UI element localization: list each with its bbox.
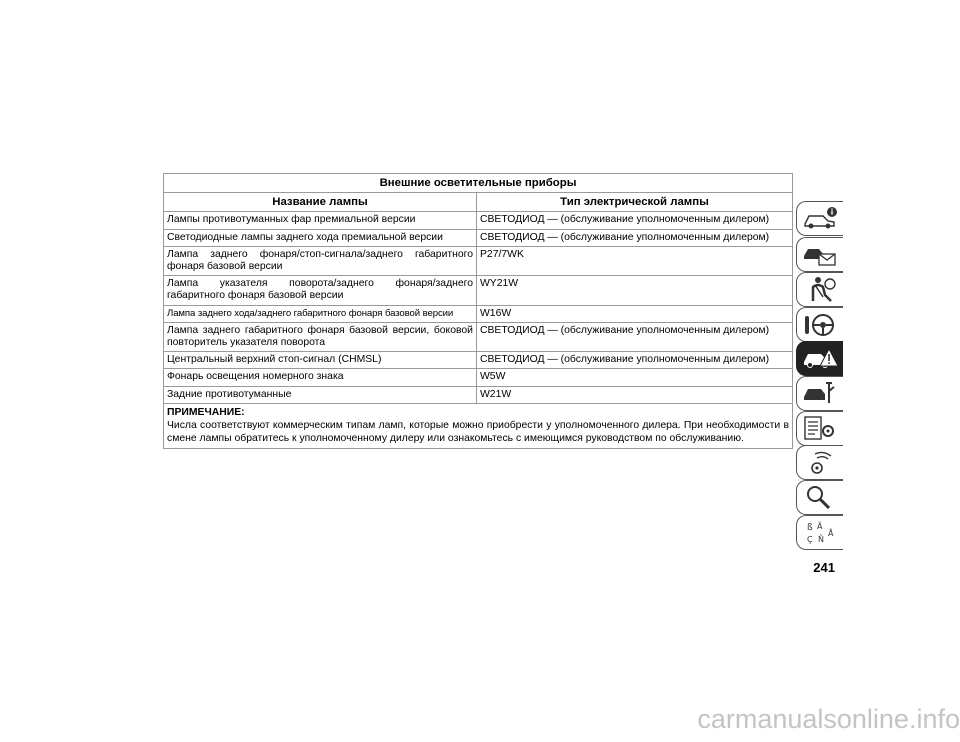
tab-technical-specifications[interactable]: [796, 411, 843, 446]
tab-multimedia[interactable]: [796, 445, 843, 480]
car-info-icon: [801, 204, 839, 232]
svg-text:Ä: Ä: [817, 522, 823, 531]
tab-index[interactable]: [796, 480, 843, 515]
bulb-type-cell: СВЕТОДИОД — (обслуживание уполномоченным дилером): [477, 212, 793, 229]
bulb-type-cell: СВЕТОДИОД — (обслуживание уполномоченным дилером): [477, 352, 793, 369]
table-row: [164, 305, 793, 322]
tab-dashboard[interactable]: [796, 237, 843, 272]
table-title: Внешние осветительные приборы: [164, 174, 793, 193]
tab-in-case-of-emergency[interactable]: [796, 341, 843, 376]
specifications-icon: [801, 414, 839, 442]
lamp-name-cell: Лампа заднего хода/заднего габаритного фонаря базовой версии: [164, 305, 477, 322]
lamp-name-cell: Центральный верхний стоп-сигнал (CHMSL): [164, 352, 477, 369]
column-header-bulb-type: Тип электрической лампы: [477, 193, 793, 212]
svg-text:Ñ: Ñ: [818, 535, 824, 544]
tab-servicing-maintenance[interactable]: [796, 376, 843, 411]
lamp-name-cell: Лампа указателя поворота/заднего фонаря/заднего габаритного фонаря базовой версии: [164, 276, 477, 305]
lamp-name-cell: Фонарь освещения номерного знака: [164, 369, 477, 386]
lamp-name-cell: Лампа заднего габаритного фонаря базовой версии, боковой повторитель указателя поворота: [164, 322, 477, 351]
bulb-type-cell: W16W: [477, 305, 793, 322]
column-header-lamp-name: Название лампы: [164, 193, 477, 212]
table-row: [164, 322, 793, 351]
svg-text:Å: Å: [828, 529, 834, 538]
note-label: ПРИМЕЧАНИЕ:: [167, 406, 245, 418]
bulb-type-cell: СВЕТОДИОД — (обслуживание уполномоченным дилером): [477, 322, 793, 351]
lamp-name-cell: Лампа заднего фонаря/стоп-сигнала/заднего габаритного фонаря базовой версии: [164, 246, 477, 275]
bulb-type-cell: WY21W: [477, 276, 793, 305]
table-row: [164, 212, 793, 229]
steering-wheel-icon: [801, 310, 839, 338]
tab-safety[interactable]: [796, 272, 843, 307]
bulb-type-cell: W21W: [477, 386, 793, 403]
tab-starting-operating[interactable]: [796, 307, 843, 342]
car-message-icon: [801, 240, 839, 268]
index-search-icon: [801, 483, 839, 511]
svg-text:ß: ß: [807, 523, 813, 533]
note-text: Числа соответствуют коммерческим типам ламп, которые можно приобрести у уполномоченного дилера. При необходимости в смене лампы обратитесь к уполномоченному дилеру или ознакомьтесь с имеющимся руководством по обслуживанию.: [167, 419, 789, 444]
lamp-name-cell: Лампы противотуманных фар премиальной версии: [164, 212, 477, 229]
table-row: [164, 229, 793, 246]
seatbelt-airbag-icon: [801, 275, 839, 303]
note-cell: [164, 403, 793, 448]
watermark: carmanualsonline.info: [697, 704, 960, 734]
lamp-name-cell: Светодиодные лампы заднего хода премиальной версии: [164, 229, 477, 246]
bulb-type-cell: W5W: [477, 369, 793, 386]
table-row: [164, 369, 793, 386]
car-warning-icon: [801, 344, 839, 372]
languages-icon: [801, 518, 839, 546]
tab-languages[interactable]: [796, 515, 843, 550]
table-row: [164, 352, 793, 369]
svg-text:Ç: Ç: [807, 535, 813, 544]
bulb-type-cell: P27/7WK: [477, 246, 793, 275]
multimedia-icon: [801, 448, 839, 476]
exterior-lamps-table: [163, 173, 793, 449]
lamp-name-cell: Задние противотуманные: [164, 386, 477, 403]
bulb-type-cell: СВЕТОДИОД — (обслуживание уполномоченным дилером): [477, 229, 793, 246]
table-row: [164, 276, 793, 305]
table-row: [164, 246, 793, 275]
car-service-icon: [801, 379, 839, 407]
page-number: 241: [813, 560, 835, 575]
table-row: [164, 386, 793, 403]
tab-vehicle-intro[interactable]: [796, 201, 843, 236]
